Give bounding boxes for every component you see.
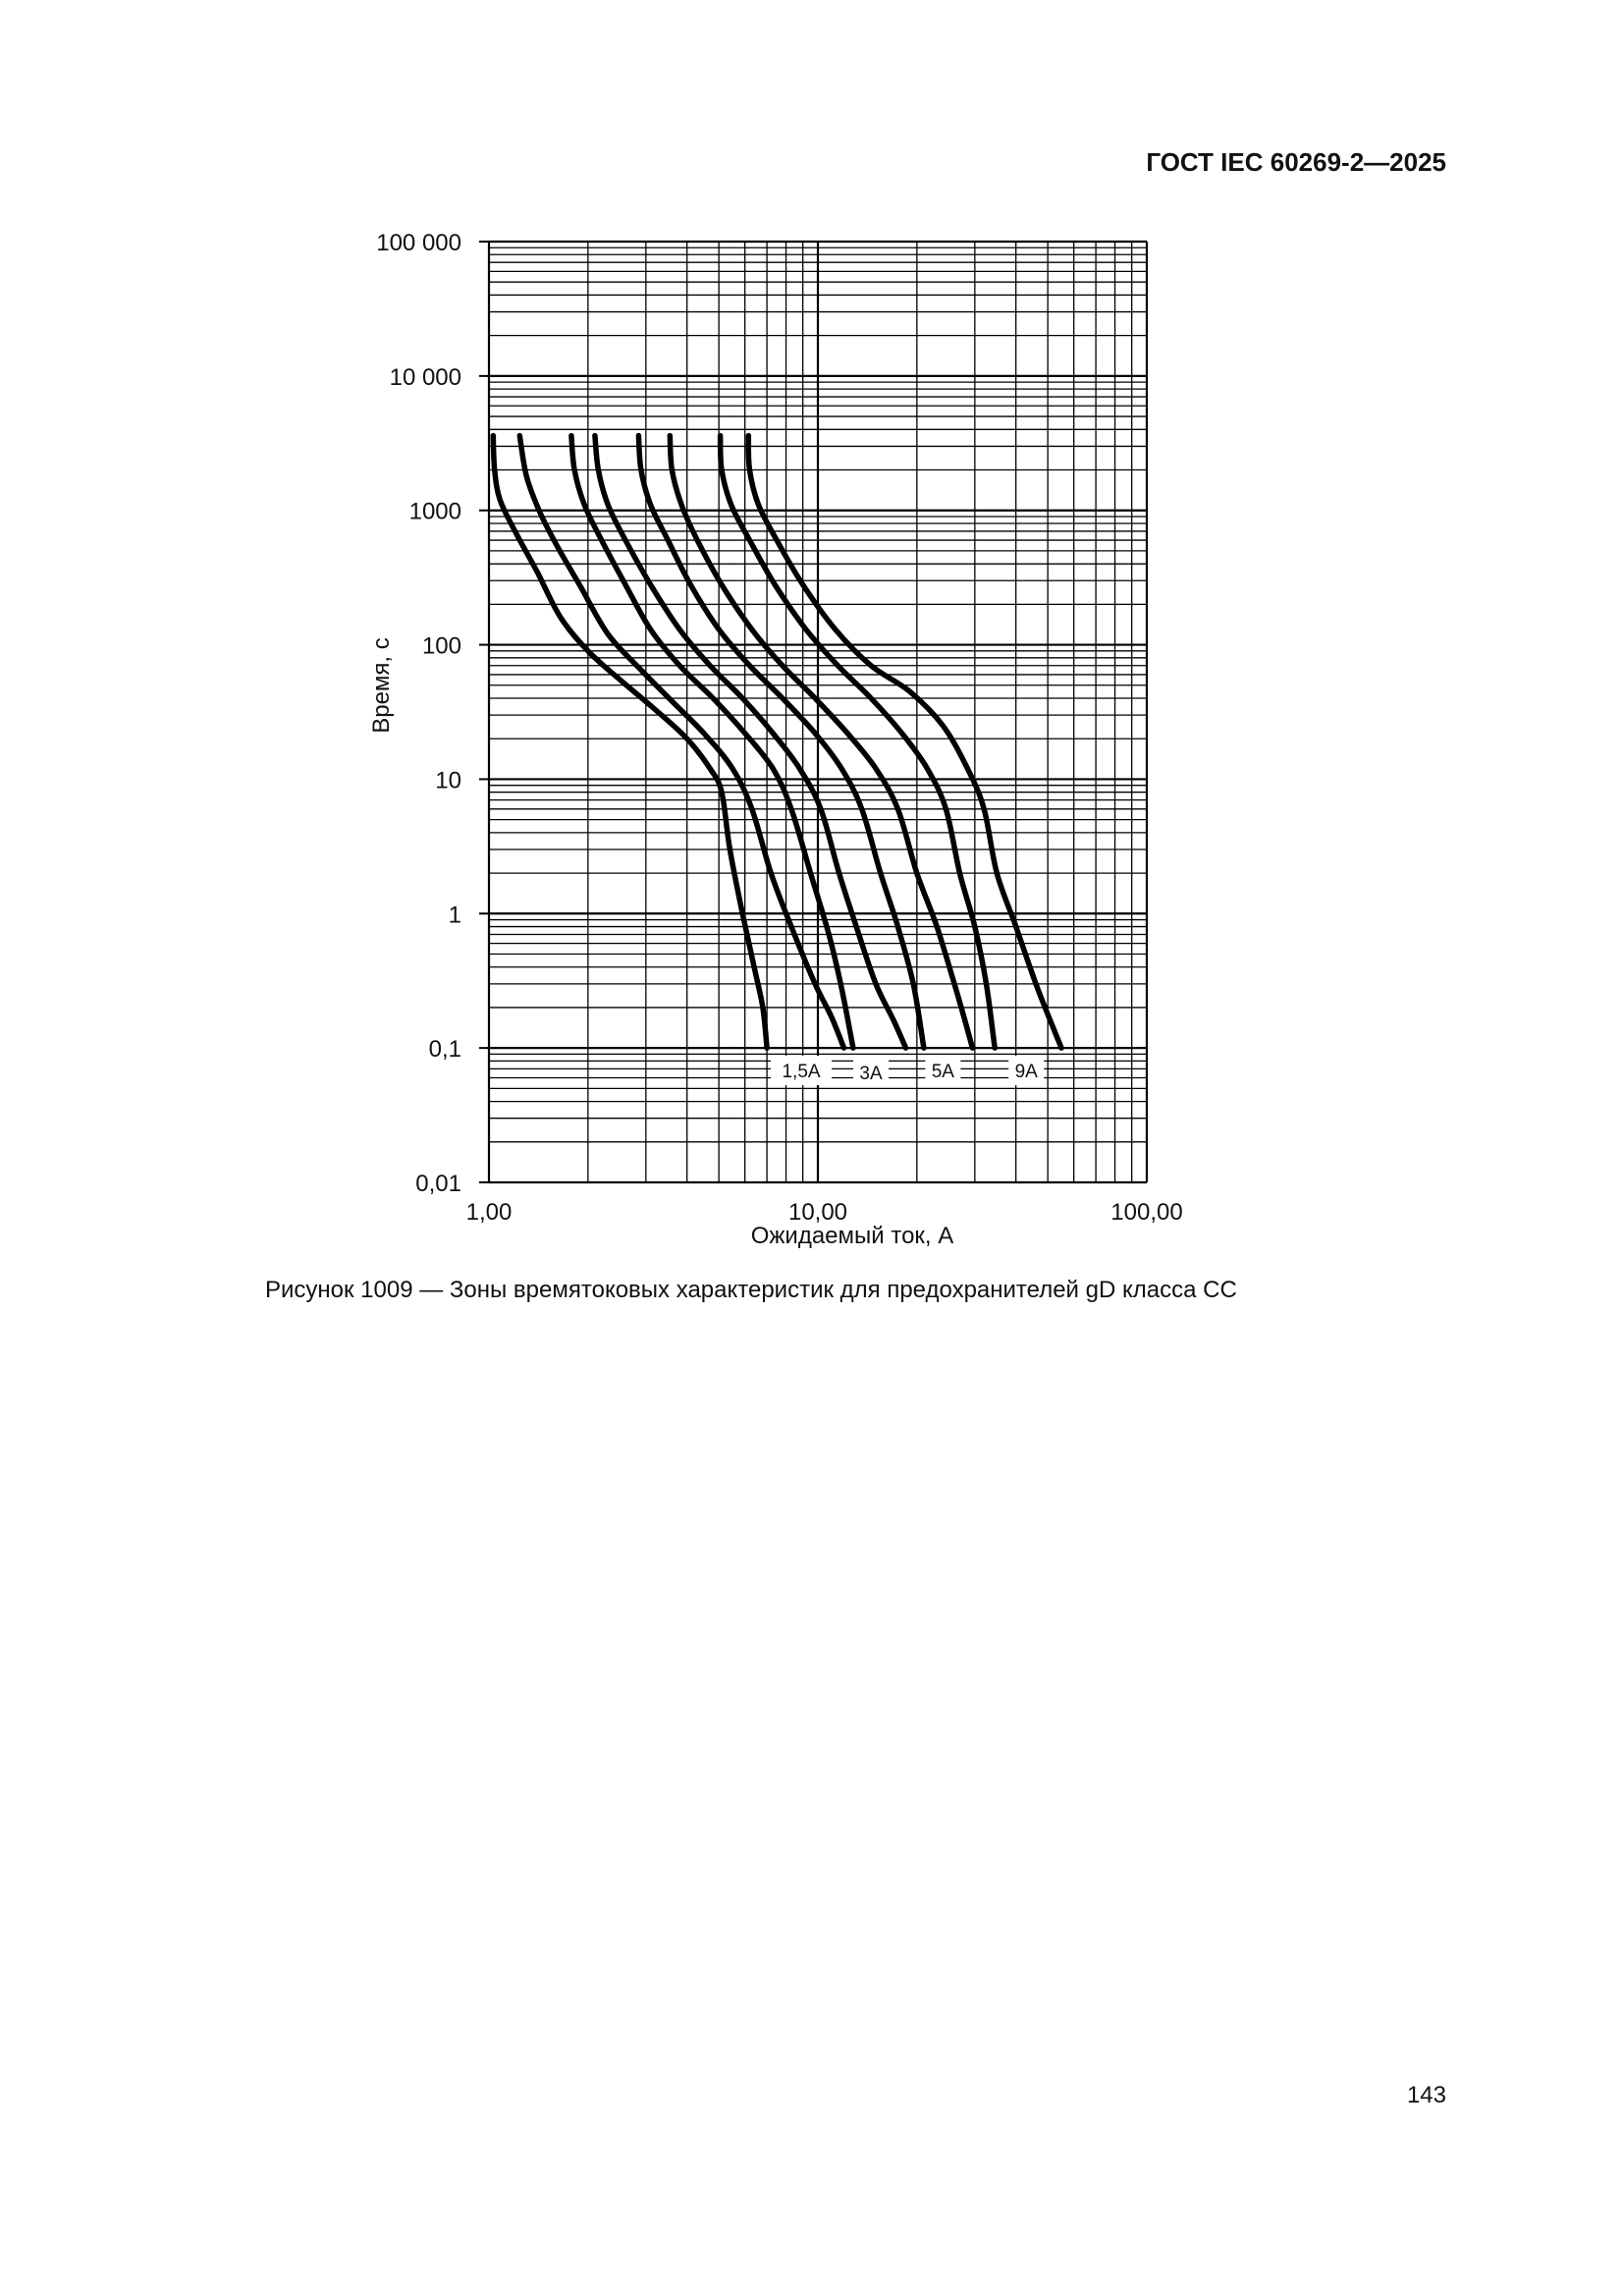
chart-grid xyxy=(479,242,1147,1182)
y-tick-label: 0,1 xyxy=(428,1036,461,1064)
x-tick-label: 1,00 xyxy=(465,1199,513,1226)
page-number: 143 xyxy=(1406,2082,1446,2108)
figure-caption: Рисунок 1009 — Зоны времятоковых характеристик для предохранителей gD класса CC xyxy=(265,1277,1237,1303)
zone-label: 1,5А xyxy=(782,1062,821,1083)
y-tick-label: 1 xyxy=(448,902,461,929)
x-tick-label: 100,00 xyxy=(1110,1199,1183,1226)
y-tick-label: 100 000 xyxy=(376,230,461,256)
y-tick-label: 10 000 xyxy=(389,363,461,391)
zone-label: 5А xyxy=(931,1062,954,1083)
document-header: ГОСТ IEC 60269-2—2025 xyxy=(1146,147,1446,177)
curve-2 xyxy=(519,436,843,1049)
x-axis-label: Ожидаемый ток, А xyxy=(750,1223,954,1249)
zone-label: 9А xyxy=(1014,1062,1038,1083)
y-tick-label: 0,01 xyxy=(415,1171,461,1197)
y-tick-label: 100 xyxy=(421,632,461,660)
y-tick-label: 1000 xyxy=(408,498,461,525)
y-axis-label: Время, с xyxy=(368,637,395,734)
chart-curves xyxy=(493,436,1061,1049)
zone-label: 3А xyxy=(859,1063,883,1084)
y-tick-label: 10 xyxy=(435,767,461,794)
x-tick-label: 10,00 xyxy=(787,1199,848,1226)
curve-1 xyxy=(493,436,767,1049)
